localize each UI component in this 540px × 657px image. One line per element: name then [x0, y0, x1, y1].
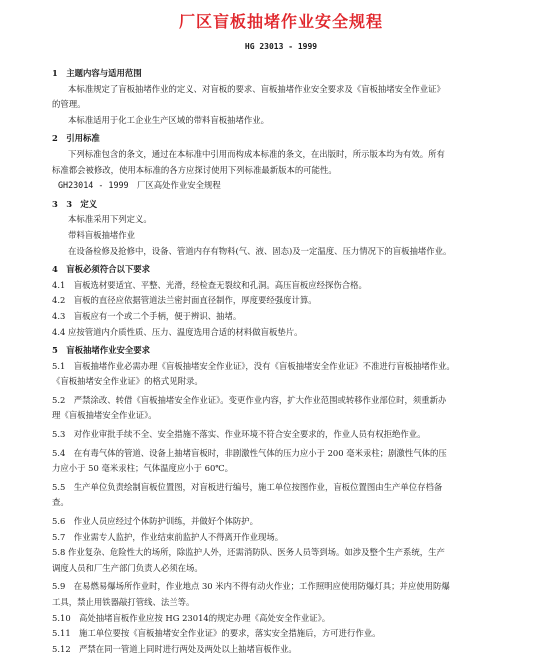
- section-5-item-10: 5.10 高处抽堵盲板作业应按 HG 23014的规定办理《高处安全作业证》。: [52, 612, 331, 623]
- section-5-item-8-line-1: 5.8 作业复杂、危险性大的场所，除监护人外，还需消防队、医务人员等到场。如涉及整个生产系统，生产: [52, 547, 445, 558]
- section-1-paragraph-1-line-1: 本标准规定了盲板抽堵作业的定义、对盲板的要求、盲板抽堵作业安全要求及《盲板抽堵安全作业证》: [68, 83, 445, 94]
- section-2-heading: 2 引用标准: [52, 133, 100, 144]
- section-5-item-3: 5.3 对作业审批手续不全、安全措施不落实、作业环境不符合安全要求的，作业人员有权拒绝作业。: [52, 429, 426, 440]
- section-5-item-5-line-2: 查。: [52, 497, 69, 508]
- section-5-item-4-line-2: 力应小于 50 毫米汞柱；气体温度应小于 60℃。: [52, 463, 234, 474]
- document-title: 厂区盲板抽堵作业安全规程: [178, 12, 383, 31]
- section-4-item-2: 4.2 盲板的直径应依据管道法兰密封面直径制作，厚度要经强度计算。: [52, 295, 317, 306]
- section-5-item-9-line-1: 5.9 在易燃易爆场所作业时，作业地点 30 米内不得有动火作业；工作照明应使用防爆灯具；并应使用防爆: [52, 581, 450, 592]
- section-3-definition: 在设备检修及抢修中，设备、管道内存有物料(气、液、固态)及一定温度、压力情况下的盲板抽堵作业。: [68, 245, 452, 256]
- document-body: [52, 66, 510, 657]
- section-2-paragraph-1-line-1: 下列标准包含的条文，通过在本标准中引用而构成本标准的条文，在出版时，所示版本均为有效。所有: [68, 148, 445, 159]
- section-5-item-6: 5.6 作业人员应经过个体防护训练，并做好个体防护。: [52, 516, 258, 527]
- section-3-paragraph-1: 本标准采用下列定义。: [68, 214, 152, 225]
- section-5-item-9-line-2: 工具，禁止用铁器敲打管线、法兰等。: [52, 597, 195, 607]
- standard-code: HG 23013 - 1999: [244, 42, 318, 51]
- section-5-item-2-line-2: 理《盲板抽堵安全作业证》。: [52, 410, 157, 421]
- section-4-item-3: 4.3 盲板应有一个或二个手柄，便于辨识、抽堵。: [52, 310, 242, 321]
- section-4-item-1: 4.1 盲板选材要适宜、平整、光滑，经检查无裂纹和孔洞。高压盲板应经探伤合格。: [52, 279, 367, 290]
- section-5-item-1-line-2: 《盲板抽堵安全作业证》的格式见附录。: [52, 376, 203, 387]
- section-3-term: 带料盲板抽堵作业: [68, 229, 135, 240]
- section-4-heading: 4 盲板必须符合以下要求: [52, 264, 150, 275]
- section-5-item-11: 5.11 施工单位要按《盲板抽堵安全作业证》的要求，落实安全措施后，方可进行作业。: [52, 628, 381, 639]
- section-1-paragraph-2: 本标准适用于化工企业生产区域的带料盲板抽堵作业。: [68, 114, 269, 125]
- section-4-item-4: 4.4 应按管道内介质性质、压力、温度选用合适的材料做盲板垫片。: [52, 326, 303, 337]
- section-3-heading: 3 3 定义: [52, 198, 98, 209]
- section-1-heading: 1 主题内容与适用范围: [52, 68, 142, 78]
- section-1-paragraph-1-line-2: 的管理。: [52, 99, 86, 110]
- section-5-item-7: 5.7 作业需专人监护，作业结束前监护人不得离开作业现场。: [52, 531, 284, 542]
- section-5-heading: 5 盲板抽堵作业安全要求: [52, 345, 150, 356]
- section-5-item-5-line-1: 5.5 生产单位负责绘制盲板位置图，对盲板进行编号，施工单位按图作业，盲板位置图由生产单位存档备: [52, 481, 443, 492]
- section-5-item-12: 5.12 严禁在同一管道上同时进行两处及两处以上抽堵盲板作业。: [52, 643, 297, 654]
- section-2-reference: GH23014 - 1999 厂区高处作业安全规程: [58, 180, 221, 191]
- section-5-item-1-line-1: 5.1 盲板抽堵作业必需办理《盲板抽堵安全作业证》，没有《盲板抽堵安全作业证》不准进行盲板抽堵作业。: [52, 360, 455, 371]
- section-5-item-2-line-1: 5.2 严禁涂改、转借《盲板抽堵安全作业证》。变更作业内容，扩大作业范围或转移作业部位时，须重新办: [52, 394, 447, 405]
- section-2-paragraph-1-line-2: 标准都会被修改，使用本标准的各方应探讨使用下列标准最新版本的可能性。: [52, 164, 337, 175]
- section-5-item-4-line-1: 5.4 在有毒气体的管道、设备上抽堵盲板时，非剧激性气体的压力应小于 200 毫米汞柱；剧激性气体的压: [52, 447, 447, 458]
- section-5-item-8-line-2: 调度人员和厂生产部门负责人必须在场。: [52, 562, 203, 573]
